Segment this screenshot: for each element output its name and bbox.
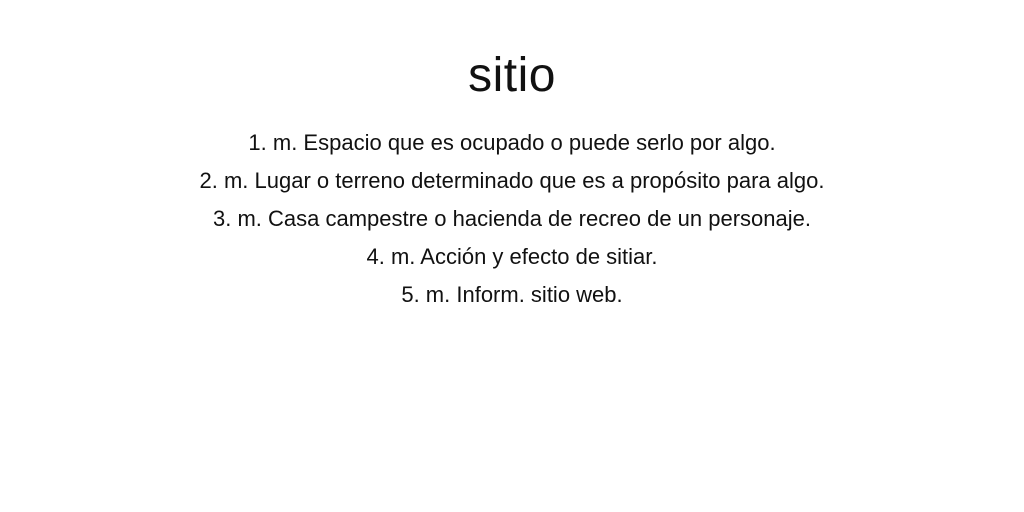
entry-word: sitio [468,49,556,102]
definition-1: 1. m. Espacio que es ocupado o puede serlo por algo. [248,130,776,155]
definition-4: 4. m. Acción y efecto de sitiar. [366,244,658,269]
definition-5: 5. m. Inform. sitio web. [401,282,623,307]
definition-3: 3. m. Casa campestre o hacienda de recreo de un personaje. [212,206,812,231]
definition-2: 2. m. Lugar o terreno determinado que es a propósito para algo. [199,168,825,193]
definition-list [0,124,1024,314]
